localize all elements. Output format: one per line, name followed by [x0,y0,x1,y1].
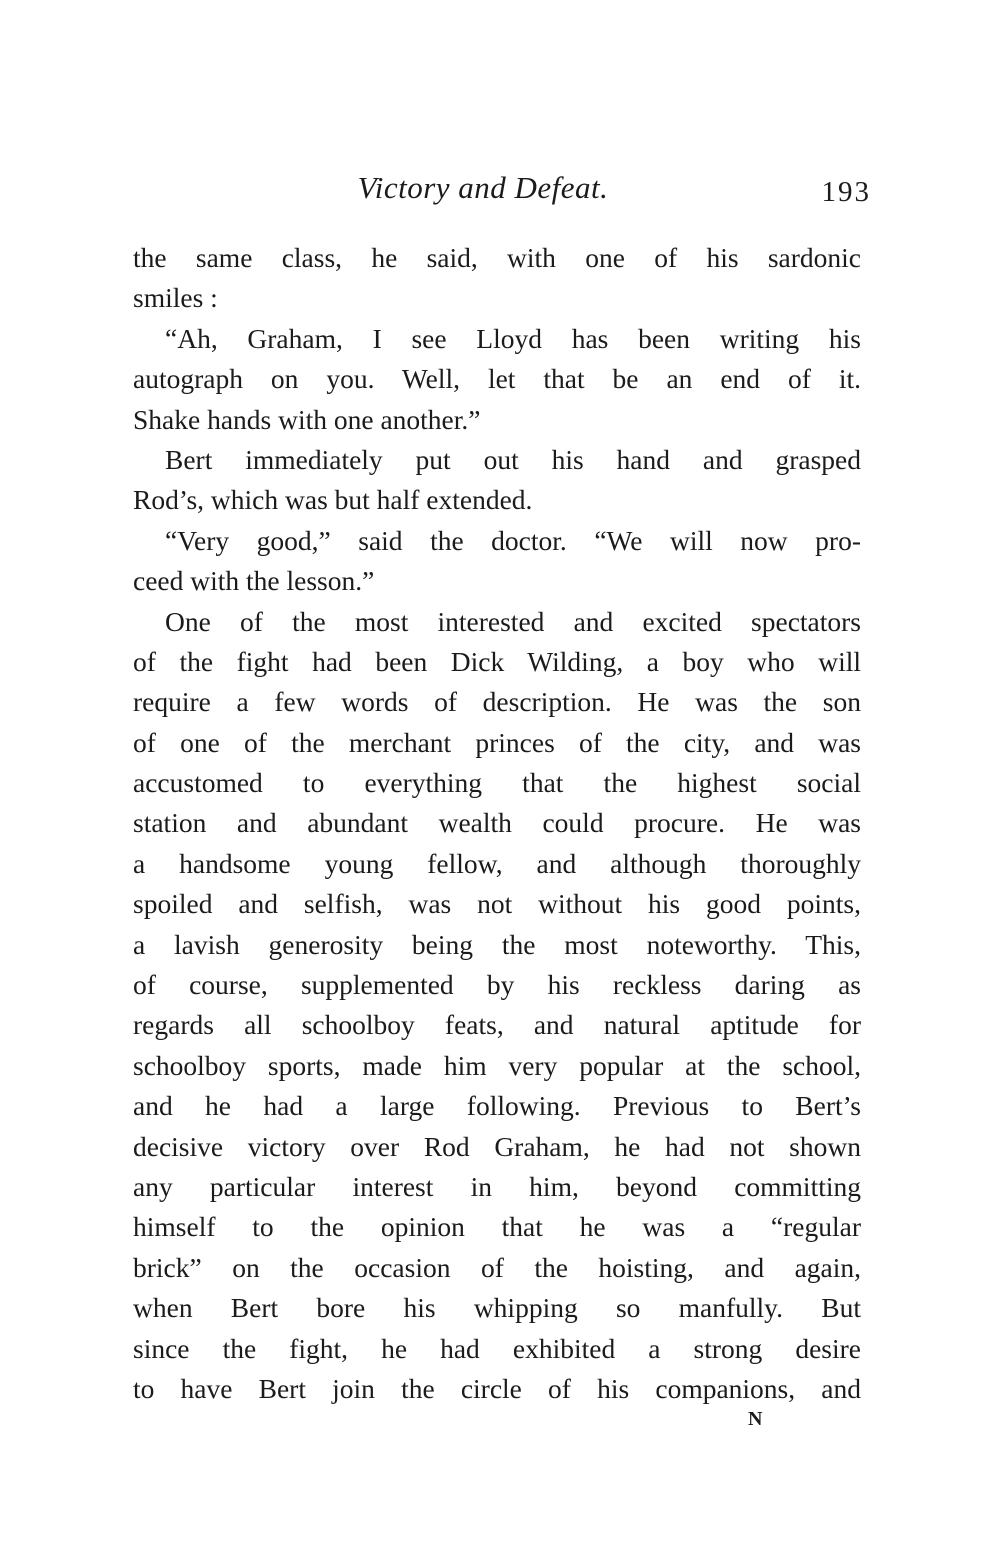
running-title: Victory and Defeat. [357,170,609,205]
text-line: himself to the opinion that he was a “regular [133,1211,861,1243]
text-line: spoiled and selfish, was not without his good points, [133,888,861,920]
signature-mark: N [748,1408,764,1430]
text-line: regards all schoolboy feats, and natural aptitude for [133,1009,861,1041]
text-line: autograph on you. Well, let that be an end of it. [133,363,861,395]
text-line: station and abundant wealth could procure. He was [133,807,861,839]
running-head [133,170,871,216]
text-line: One of the most interested and excited spectators [165,605,861,637]
text-line: to have Bert join the circle of his companions, and [133,1372,861,1404]
text-line: smiles : [133,282,218,314]
page-number: 193 [821,176,871,208]
text-line: of the fight had been Dick Wilding, a boy who will [133,645,861,677]
text-line: “Very good,” said the doctor. “We will now pro- [165,524,861,556]
text-line: any particular interest in him, beyond committing [133,1170,861,1202]
text-line: Shake hands with one another.” [133,403,481,435]
text-line: ceed with the lesson.” [133,565,375,597]
text-line: Rod’s, which was but half extended. [133,484,533,516]
body-text [133,238,861,1409]
text-line: when Bert bore his whipping so manfully. But [133,1292,861,1324]
text-line: require a few words of description. He was the son [133,686,861,718]
text-line: decisive victory over Rod Graham, he had not shown [133,1130,861,1162]
text-line: a handsome young fellow, and although thoroughly [133,847,861,879]
text-line: of course, supplemented by his reckless daring as [133,969,861,1001]
text-line: a lavish generosity being the most noteworthy. This, [133,928,861,960]
text-line: Bert immediately put out his hand and grasped [165,443,861,475]
text-line: of one of the merchant princes of the city, and was [133,726,861,758]
text-line: and he had a large following. Previous to Bert’s [133,1090,861,1122]
text-line: accustomed to everything that the highest social [133,767,861,799]
text-line: the same class, he said, with one of his sardonic [133,242,861,273]
text-line: “Ah, Graham, I see Lloyd has been writing his [165,322,861,354]
text-line: brick” on the occasion of the hoisting, and again, [133,1251,861,1283]
text-line: schoolboy sports, made him very popular at the school, [133,1049,861,1081]
text-line: since the fight, he had exhibited a strong desire [133,1332,861,1364]
